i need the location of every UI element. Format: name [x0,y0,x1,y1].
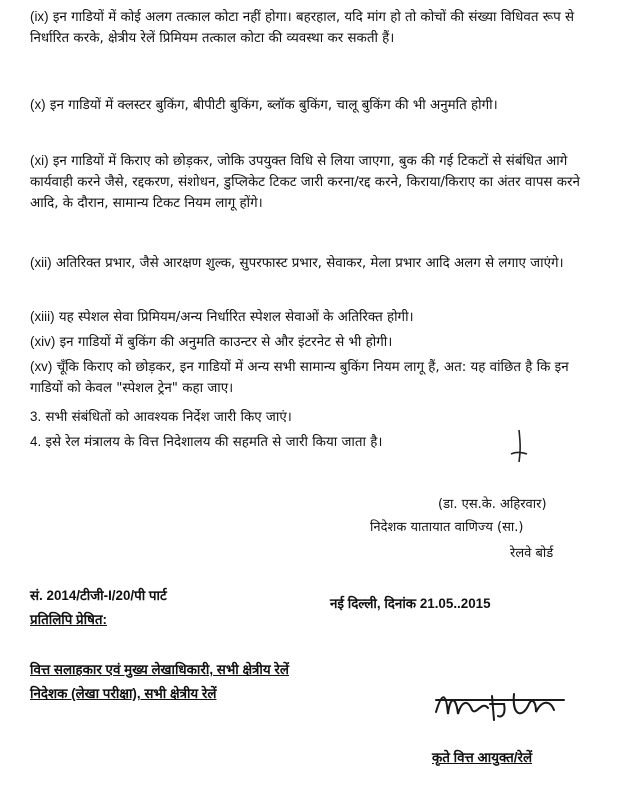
clause-text: यह स्पेशल सेवा प्रिमियम/अन्य निर्धारित स्पेशल सेवाओं के अतिरिक्त होगी। [58,310,414,325]
signatory-name: (डा. एस.के. अहिरवार) [438,497,547,512]
para-number: 3. [30,409,42,424]
para-text: सभी संबंधितों को आवश्यक निर्देश जारी किए जाएं। [45,410,292,425]
clause-ix [30,6,590,49]
clause-xii [30,252,590,274]
signatory-designation: निदेशक यातायात वाणिज्य (सा.) [370,520,524,535]
para-3 [30,406,590,428]
clause-text: अतिरिक्त प्रभार, जैसे आरक्षण शुल्क, सुपरफास्ट प्रभार, सेवाकर, मेला प्रभार आदि अलग से लगाए जाएंगे। [55,256,564,271]
place-and-date: नई दिल्ली, दिनांक 21.05..2015 [330,596,491,611]
clause-xiii [30,306,590,328]
para-number: 4. [30,434,42,449]
clause-xi [30,150,590,214]
para-4 [30,431,510,453]
clause-text: चूँकि किराए को छोड़कर, इन गाडियों में अन्य सभी सामान्य बुकिंग नियम लागू हैं, अत: यह वांछित है कि इन गाडियों को केवल "स्पेशल ट्रेन" कहा जाए। [30,360,569,396]
copy-to-label: प्रतिलिपि प्रेषित: [30,612,107,627]
clause-number: (xiv) [30,334,56,349]
clause-number: (ix) [30,9,49,24]
clause-number: (x) [30,97,46,112]
para-text: इसे रेल मंत्रालय के वित्त निदेशालय की सहमति से जारी किया जाता है। [45,435,383,450]
clause-text: इन गाडियों में कोई अलग तत्काल कोटा नहीं होगा। बहरहाल, यदि मांग हो तो कोचों की संख्या विधिवत रूप से निर्धारित करके, क्षेत्रीय रेलें प्रिमियम तत्काल कोटा की व्यवस्था कर सकती हैं। [30,10,575,46]
clause-xv [30,356,590,399]
clause-xiv [30,331,590,353]
sign-for-label: कृते वित्त आयुक्त/रेलें [432,750,533,765]
recipient-1: वित्त सलाहकार एवं मुख्य लेखाधिकारी, सभी क्षेत्रीय रेलें [30,662,289,677]
clause-number: (xv) [30,359,53,374]
clause-text: इन गाडियों में बुकिंग की अनुमति काउन्टर से और इंटरनेट से भी होगी। [59,335,393,350]
signatory-office: रेलवे बोर्ड [510,546,554,561]
clause-text: इन गाडियों में क्लस्टर बुकिंग, बीपीटी बुकिंग, ब्लॉक बुकिंग, चालू बुकिंग की भी अनुमति होगी। [49,98,498,113]
reference-number: सं. 2014/टीजी-I/20/पी पार्ट [30,588,167,603]
clause-text: इन गाडियों में किराए को छोड़कर, जोकि उपयुक्त विधि से लिया जाएगा, बुक की गई टिकटों से संबंधित आगे कार्यवाही करने जैसे, रद्दकरण, संशोधन, डुप्लिकेट टिकट जारी करना/रद्द करने, किराया/किराए का अंतर वापस करने आदि, के दौरान, सामान्य टिकट नियम लागू होंगे। [30,154,580,211]
clause-number: (xi) [30,153,49,168]
clause-x [30,94,590,116]
clause-number: (xiii) [30,309,55,324]
clause-number: (xii) [30,255,52,270]
initial-mark [507,428,531,468]
recipient-2: निदेशक (लेखा परीक्षा), सभी क्षेत्रीय रेलें [30,686,217,701]
handwritten-signature [432,686,572,728]
